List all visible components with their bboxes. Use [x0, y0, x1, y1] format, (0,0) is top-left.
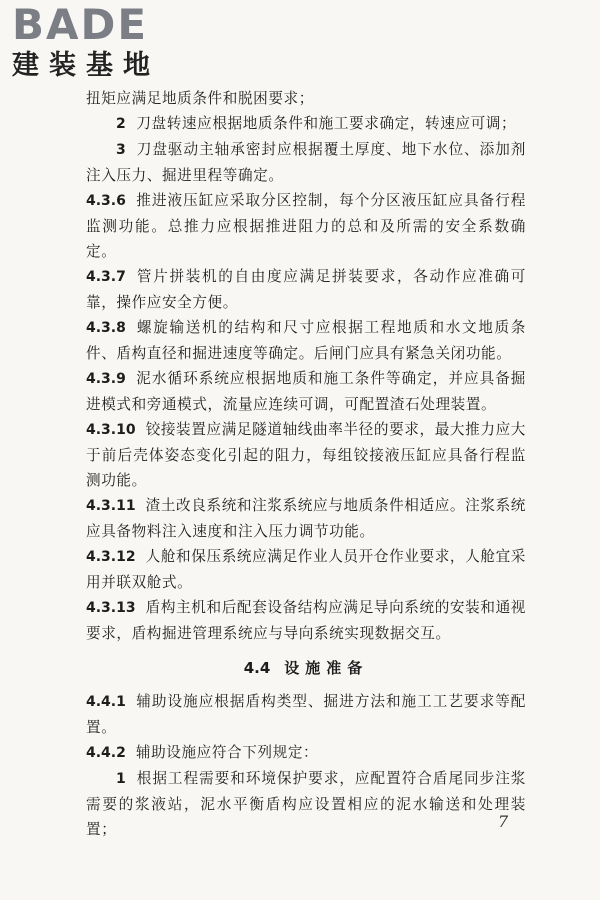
item-number: 1: [116, 771, 127, 787]
clause-paragraph: [86, 188, 526, 264]
clause-paragraph: [86, 315, 526, 366]
paragraph-text: 螺旋输送机的结构和尺寸应根据工程地质和水文地质条件、盾构直径和掘进速度等确定。后闸门应具有紧急关闭功能。: [86, 319, 526, 362]
section-title-text: 设施准备: [284, 659, 369, 677]
clause-paragraph: [86, 544, 526, 595]
clause-paragraph: [86, 366, 526, 417]
paragraph-text: 扭矩应满足地质条件和脱困要求；: [86, 90, 314, 107]
item-number: 2: [116, 116, 127, 132]
paragraph-text: 铰接装置应满足隧道轴线曲率半径的要求，最大推力应大于前后壳体姿态变化引起的阻力，每组铰接液压缸应具备行程监测功能。: [86, 421, 526, 489]
logo-wordmark: BADE: [12, 0, 149, 49]
section-number: 4.4: [243, 659, 271, 677]
list-item: [86, 137, 526, 188]
paragraph-text: 刀盘转速应根据地质条件和施工要求确定，转速应可调；: [136, 115, 517, 132]
bade-logo: [6, 0, 186, 96]
clause-paragraph: [86, 689, 526, 740]
clause-paragraph: [86, 417, 526, 493]
paragraph-text: 人舱和保压系统应满足作业人员开仓作业要求，人舱宜采用并联双舱式。: [86, 548, 526, 591]
paragraph-text: 辅助设施应符合下列规定：: [135, 744, 319, 761]
paragraph-text: 盾构主机和后配套设备结构应满足导向系统的安装和通视要求，盾构掘进管理系统应与导向系统实现数据交互。: [86, 599, 526, 642]
page-body: [86, 86, 526, 842]
clause-number: 4.3.8: [86, 320, 126, 336]
clause-number: 4.3.11: [86, 498, 136, 514]
clauses-4-3: [86, 86, 526, 646]
clause-number: 4.3.13: [86, 600, 136, 616]
clause-paragraph: [86, 595, 526, 646]
logo-subtitle: 建装基地: [12, 50, 160, 81]
clause-number: 4.3.10: [86, 422, 136, 438]
paragraph-text: 管片拼装机的自由度应满足拼装要求，各动作应准确可靠，操作应安全方便。: [86, 268, 526, 311]
section-heading: [86, 656, 526, 681]
clause-paragraph: [86, 264, 526, 315]
list-item: [86, 766, 526, 842]
paragraph-text: 辅助设施应根据盾构类型、掘进方法和施工工艺要求等配置。: [86, 693, 526, 736]
clause-number: 4.3.6: [86, 193, 126, 209]
paragraph-text: 泥水循环系统应根据地质和施工条件等确定，并应具备掘进模式和旁通模式，流量应连续可调，可配置渣石处理装置。: [86, 370, 526, 413]
clause-number: 4.4.2: [86, 745, 126, 761]
list-item: [86, 111, 526, 137]
continuation-text: [86, 86, 526, 111]
clause-number: 4.4.1: [86, 694, 126, 710]
item-number: 3: [116, 142, 127, 158]
page-number: 7: [498, 812, 509, 831]
clause-number: 4.3.9: [86, 371, 126, 387]
paragraph-text: 渣土改良系统和注浆系统应与地质条件相适应。注浆系统应具备物料注入速度和注入压力调节功能。: [86, 497, 526, 540]
clause-number: 4.3.12: [86, 549, 136, 565]
clause-number: 4.3.7: [86, 269, 126, 285]
paragraph-text: 根据工程需要和环境保护要求，应配置符合盾尾同步注浆需要的浆液站，泥水平衡盾构应设置相应的泥水输送和处理装置；: [86, 770, 526, 838]
clauses-4-4: [86, 689, 526, 842]
paragraph-text: 推进液压缸应采取分区控制，每个分区液压缸应具备行程监测功能。总推力应根据推进阻力的总和及所需的安全系数确定。: [86, 192, 526, 260]
paragraph-text: 刀盘驱动主轴承密封应根据覆土厚度、地下水位、添加剂注入压力、掘进里程等确定。: [86, 141, 526, 184]
clause-paragraph: [86, 740, 526, 766]
clause-paragraph: [86, 493, 526, 544]
